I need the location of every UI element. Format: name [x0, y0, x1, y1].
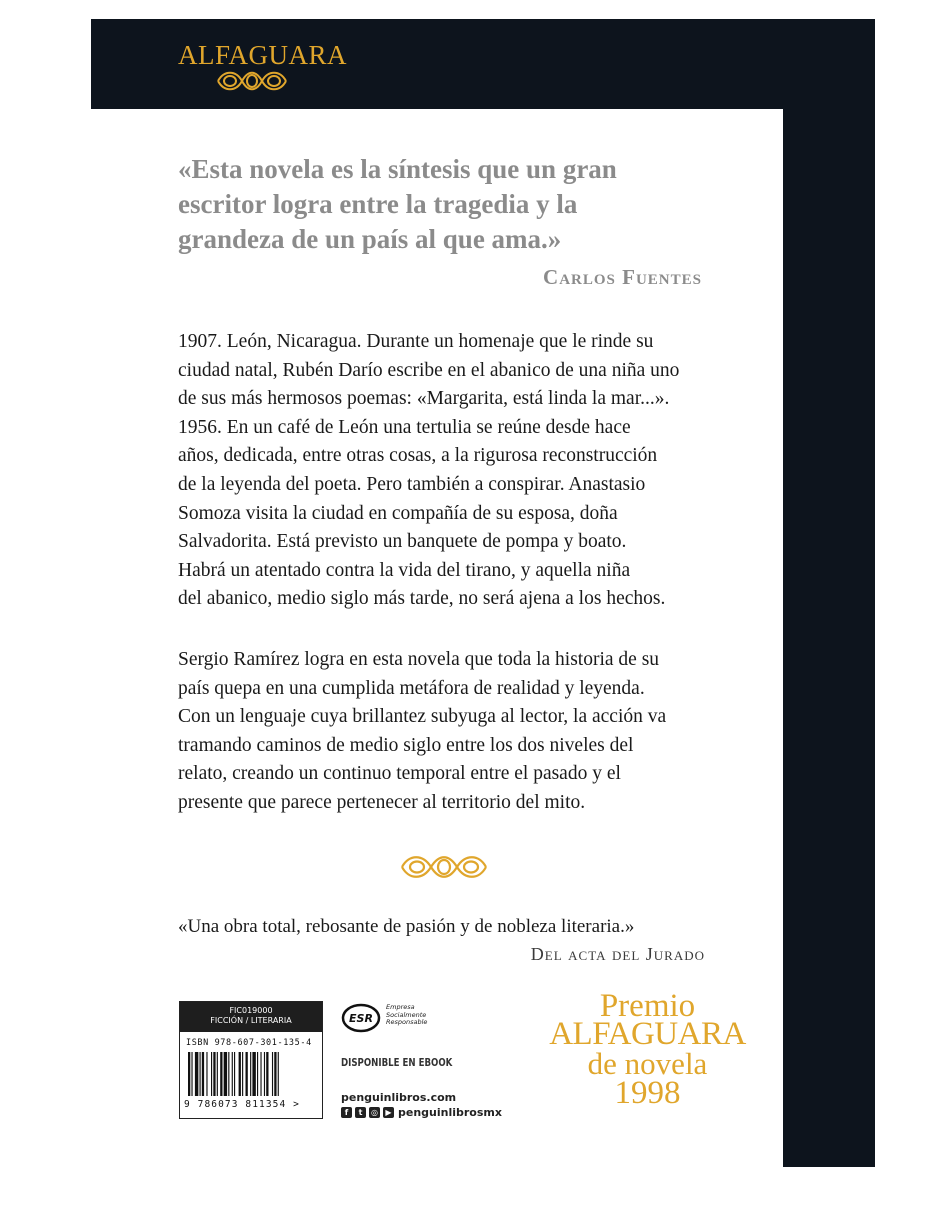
esr-logo-text: ESR [349, 1012, 373, 1025]
esr-caption: Empresa Socialmente Responsable [386, 1003, 428, 1026]
barcode-bar [232, 1052, 233, 1096]
twitter-icon[interactable]: t [355, 1107, 366, 1118]
prize-badge [540, 988, 755, 1111]
synopsis-paragraph-2 [178, 646, 718, 818]
text-line: presente que parece pertenecer al territorio del mito. [178, 791, 586, 813]
barcode-bar [260, 1052, 261, 1096]
prize-line-3: de novela [587, 1046, 708, 1081]
barcode-bar [278, 1052, 279, 1096]
text-line: 1907. León, Nicaragua. Durante un homenaje que le rinde su [178, 331, 654, 352]
barcode-bar [228, 1052, 229, 1096]
text-line: Sergio Ramírez logra en esta novela que toda la historia de su [178, 649, 660, 670]
facebook-icon[interactable]: f [341, 1107, 352, 1118]
quote-line: «Esta novela es la síntesis que un gran [178, 154, 617, 184]
barcode-bar [252, 1052, 255, 1096]
barcode-bars [188, 1052, 314, 1096]
jury-quote: «Una obra total, rebosante de pasión y de nobleza literaria.» [178, 916, 635, 937]
text-line: Salvadorita. Está previsto un banquete de pompa y boato. [178, 531, 627, 553]
social-row [341, 1103, 502, 1117]
instagram-icon[interactable]: ◎ [369, 1107, 380, 1118]
barcode-bar [200, 1052, 201, 1096]
prize-line-4: 1998 [614, 1075, 681, 1111]
text-line: del abanico, medio siglo más tarde, no será ajena a los hechos. [178, 588, 666, 610]
category-label: FICCIÓN / LITERARIA [210, 1016, 292, 1025]
barcode-block [179, 1001, 323, 1119]
barcode-bar [272, 1052, 273, 1096]
youtube-icon[interactable]: ▶ [383, 1107, 394, 1118]
text-line: ciudad natal, Rubén Darío escribe en el abanico de una niña uno [178, 359, 680, 381]
barcode-bar [274, 1052, 276, 1096]
barcode-bar [257, 1052, 258, 1096]
barcode-bar [239, 1052, 241, 1096]
barcode-bar [242, 1052, 243, 1096]
barcode-bar [250, 1052, 251, 1096]
category-code: FIC019000 [229, 1006, 273, 1015]
text-line: Somoza visita la ciudad en compañía de su esposa, doña [178, 502, 618, 524]
main-quote [178, 152, 718, 257]
ebook-label: DISPONIBLE EN EBOOK [341, 1057, 453, 1069]
text-line: Con un lenguaje cuya brillantez subyuga al lector, la acción va [178, 706, 667, 728]
quote-line: grandeza de un país al que ama.» [178, 224, 562, 254]
divider-flourish-icon [399, 851, 489, 883]
jury-quote-author: Del acta del Jurado [530, 944, 705, 964]
website-link[interactable]: penguinlibros.com [341, 1091, 457, 1104]
text-line: relato, creando un continuo temporal entre el pasado y el [178, 763, 621, 785]
prize-line-1: Premio [599, 988, 696, 1024]
barcode-header [180, 1002, 322, 1032]
text-line: años, dedicada, entre otras cosas, a la rigurosa reconstrucción [178, 445, 658, 467]
prize-line-2: ALFAGUARA [549, 1016, 746, 1052]
barcode-number: 9 786073 811354 > [184, 1099, 300, 1110]
text-line: tramando caminos de medio siglo entre los dos niveles del [178, 734, 634, 756]
barcode-bar [224, 1052, 227, 1096]
barcode-bar [217, 1052, 218, 1096]
flourish-icon [214, 66, 290, 96]
barcode-bar [195, 1052, 198, 1096]
spine-band [783, 109, 875, 1167]
text-line: Habrá un atentado contra la vida del tirano, y aquella niña [178, 559, 631, 581]
quote-line: escritor logra entre la tragedia y la [178, 189, 578, 219]
esr-logo-icon [341, 1003, 381, 1033]
barcode-bar [246, 1052, 248, 1096]
barcode-bar [213, 1052, 215, 1096]
isbn-text: ISBN 978-607-301-135-4 [186, 1038, 312, 1048]
barcode-bar [191, 1052, 192, 1096]
barcode-bar [266, 1052, 268, 1096]
publisher-logo: ALFAGUARA [178, 40, 348, 70]
social-handle[interactable]: penguinlibrosmx [398, 1105, 502, 1119]
text-line: país quepa en una cumplida metáfora de realidad y leyenda. [178, 677, 645, 699]
main-quote-author: Carlos Fuentes [543, 265, 702, 289]
barcode-bar [206, 1052, 207, 1096]
barcode-bar [264, 1052, 265, 1096]
barcode-bar [220, 1052, 222, 1096]
barcode-bar [188, 1052, 190, 1096]
barcode-bar [211, 1052, 212, 1096]
synopsis-paragraph-1 [178, 328, 718, 614]
text-line: 1956. En un café de León una tertulia se reúne desde hace [178, 416, 631, 438]
barcode-bar [234, 1052, 235, 1096]
text-line: de sus más hermosos poemas: «Margarita, está linda la mar...». [178, 388, 670, 410]
text-line: de la leyenda del poeta. Pero también a conspirar. Anastasio [178, 473, 646, 495]
barcode-bar [202, 1052, 204, 1096]
